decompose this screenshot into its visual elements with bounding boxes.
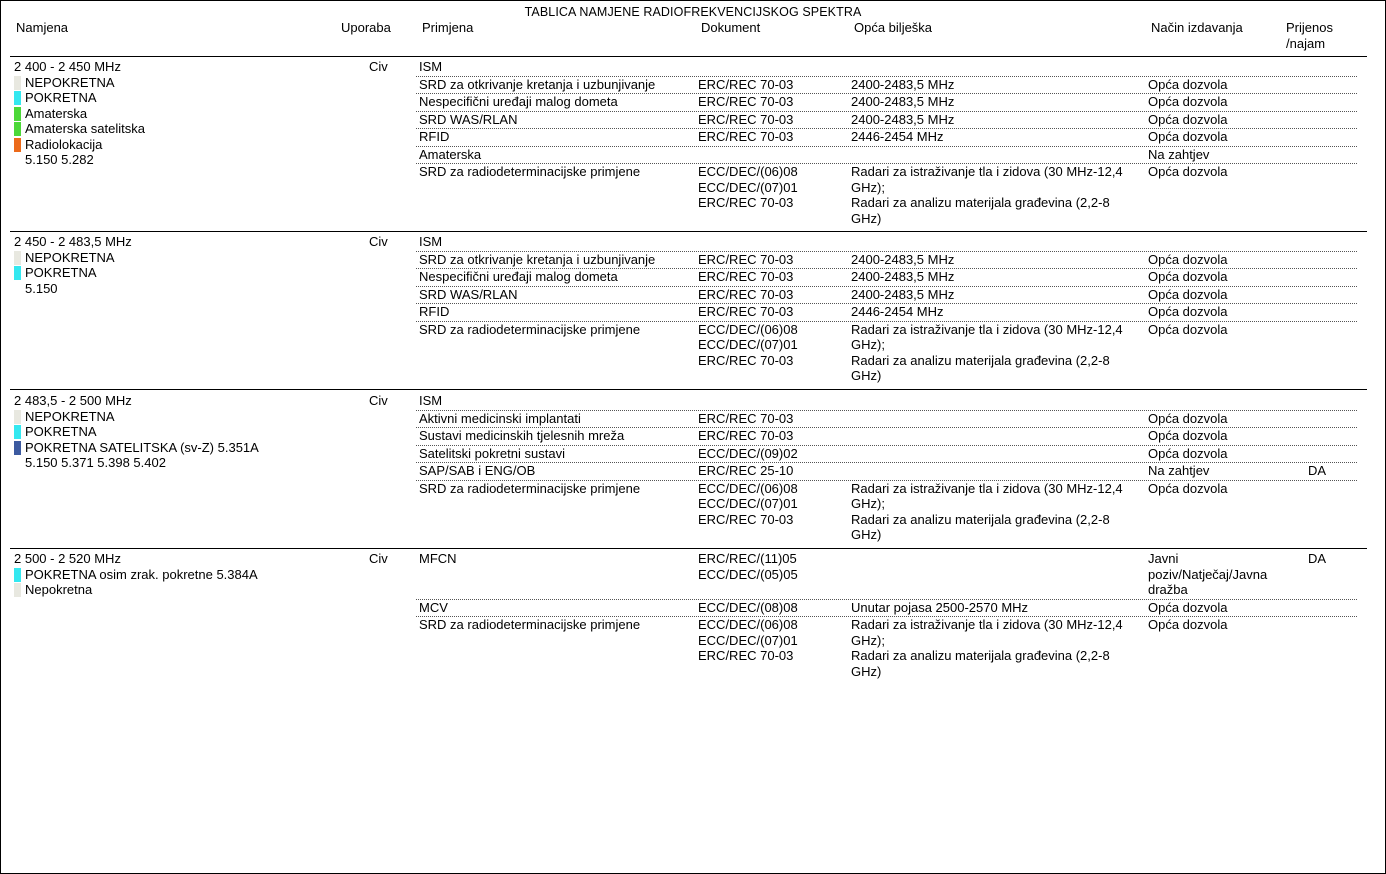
header-divider [10, 56, 1367, 57]
note-line: 2400-2483,5 MHz [851, 251, 955, 267]
service-color-swatch [14, 138, 21, 152]
licensing-method [1148, 112, 1278, 128]
document-ref: ERC/REC 70-03 [698, 129, 794, 144]
general-note [851, 129, 1143, 145]
band-use: Civ [369, 393, 388, 408]
document-ref: ECC/DEC/(06)08 [698, 321, 798, 337]
application-name: RFID [419, 129, 450, 144]
general-note [851, 287, 1143, 303]
note-line: GHz) [851, 527, 882, 542]
general-note [851, 481, 1143, 543]
service-color-swatch [14, 410, 21, 424]
note-line: GHz); [851, 496, 885, 511]
band-frequency: 2 400 - 2 450 MHz [14, 59, 121, 74]
application-name: SAP/SAB i ENG/OB [419, 463, 536, 478]
licensing-line: Opća dozvola [1148, 445, 1228, 461]
service-color-swatch [14, 583, 21, 597]
note-line: 2446-2454 MHz [851, 304, 944, 319]
general-note [851, 252, 1143, 268]
allocation-label: POKRETNA [25, 265, 97, 280]
document-refs [698, 551, 846, 582]
application-name: Nespecifični uređaji malog dometa [419, 94, 618, 109]
application-name: ISM [419, 393, 443, 408]
application-name: SRD WAS/RLAN [419, 286, 518, 302]
table-row [416, 112, 1357, 130]
document-ref: ECC/DEC/(07)01 [698, 179, 798, 195]
table-row [416, 77, 1357, 95]
document-title: TABLICA NAMJENE RADIOFREKVENCIJSKOG SPEKTRA [524, 5, 862, 19]
document-ref: ECC/DEC/(07)01 [698, 337, 798, 352]
note-line: Radari za istraživanje tla i zidova (30 MHz-12,4 [851, 164, 1123, 179]
licensing-method [1148, 269, 1278, 285]
table-row [416, 94, 1357, 112]
band-divider [10, 231, 1367, 232]
licensing-line: Na zahtjev [1148, 463, 1210, 478]
service-color-swatch [14, 107, 21, 121]
note-line: Radari za istraživanje tla i zidova (30 MHz-12,4 [851, 321, 1123, 337]
application-name: Sustavi medicinskih tjelesnih mreža [419, 428, 625, 443]
allocation-label: Radiolokacija [25, 136, 103, 152]
document-refs [698, 252, 846, 268]
general-note [851, 112, 1143, 128]
allocation-label: NEPOKRETNA [25, 74, 115, 90]
note-line: 2446-2454 MHz [851, 129, 944, 144]
note-line: Radari za analizu materijala građevina (2,2-8 [851, 511, 1110, 527]
document-ref: ERC/REC 25-10 [698, 463, 794, 478]
header-dokument: Dokument [701, 20, 761, 35]
document-ref: ERC/REC 70-03 [698, 94, 794, 109]
licensing-line: Opća dozvola [1148, 599, 1228, 615]
general-note [851, 269, 1143, 285]
transfer-lease: DA [1308, 551, 1327, 566]
document-ref: ERC/REC 70-03 [698, 76, 794, 92]
transfer-lease: DA [1308, 463, 1327, 478]
licensing-method [1148, 147, 1278, 163]
band-footnotes: 5.150 5.282 [25, 152, 94, 167]
application-name: Aktivni medicinski implantati [419, 410, 581, 426]
document-refs [698, 617, 846, 664]
service-color-swatch [14, 122, 21, 136]
document-refs [698, 428, 846, 444]
general-note [851, 304, 1143, 320]
table-row [416, 164, 1357, 226]
application-name: Satelitski pokretni sustavi [419, 445, 565, 461]
licensing-method [1148, 77, 1278, 93]
note-line: Radari za analizu materijala građevina (2,2-8 [851, 352, 1110, 368]
document-ref: ERC/REC 70-03 [698, 352, 794, 368]
service-color-swatch [14, 266, 21, 280]
licensing-line: Opća dozvola [1148, 480, 1228, 496]
table-row [416, 463, 1357, 481]
licensing-line: Opća dozvola [1148, 321, 1228, 337]
header-namjena: Namjena [16, 20, 69, 35]
licensing-method [1148, 411, 1278, 427]
table-row [416, 411, 1357, 429]
table-row [416, 481, 1357, 543]
header-biljeska: Opća bilješka [854, 20, 933, 35]
licensing-method [1148, 428, 1278, 444]
document-ref: ERC/REC 70-03 [698, 251, 794, 267]
licensing-method [1148, 446, 1278, 462]
table-row [416, 234, 1357, 252]
licensing-line: Opća dozvola [1148, 269, 1228, 284]
document-refs [698, 94, 846, 110]
application-rows [416, 393, 1357, 543]
licensing-line: Opća dozvola [1148, 428, 1228, 443]
note-line: GHz); [851, 632, 885, 648]
allocation-label: POKRETNA osim zrak. pokretne 5.384A [25, 566, 258, 582]
application-rows [416, 59, 1357, 226]
note-line: Radari za analizu materijala građevina (2,2-8 [851, 195, 1110, 210]
general-note [851, 617, 1143, 679]
allocation-label: POKRETNA [25, 90, 97, 105]
licensing-method [1148, 164, 1278, 180]
document-refs [698, 77, 846, 93]
licensing-method [1148, 617, 1278, 633]
general-note [851, 164, 1143, 226]
note-line: 2400-2483,5 MHz [851, 94, 955, 109]
document-ref: ERC/REC 70-03 [698, 286, 794, 302]
table-row [416, 269, 1357, 287]
document-refs [698, 287, 846, 303]
table-row [416, 428, 1357, 446]
application-rows [416, 234, 1357, 384]
licensing-line: Opća dozvola [1148, 617, 1228, 632]
header-prijenos-najam: Prijenos /najam [1286, 20, 1333, 51]
licensing-line: Opća dozvola [1148, 164, 1228, 179]
licensing-method [1148, 463, 1278, 479]
table-row [416, 304, 1357, 322]
document-refs [698, 481, 846, 528]
band-use: Civ [369, 234, 388, 249]
licensing-line: Na zahtjev [1148, 146, 1210, 162]
document-ref: ERC/REC 70-03 [698, 304, 794, 319]
note-line: Unutar pojasa 2500-2570 MHz [851, 599, 1029, 615]
licensing-method [1148, 481, 1278, 497]
band-footnotes: 5.150 [25, 280, 58, 296]
header-uporaba: Uporaba [341, 20, 391, 35]
note-line: 2400-2483,5 MHz [851, 269, 955, 284]
licensing-line: Opća dozvola [1148, 304, 1228, 319]
document-ref: ECC/DEC/(07)01 [698, 496, 798, 511]
band-divider [10, 389, 1367, 390]
document-ref: ECC/DEC/(09)02 [698, 445, 798, 461]
document-refs [698, 463, 846, 479]
document-refs [698, 446, 846, 462]
licensing-line: Opća dozvola [1148, 129, 1228, 144]
band-use: Civ [369, 59, 388, 74]
band-footnotes: 5.150 5.371 5.398 5.402 [25, 455, 166, 470]
note-line: 2400-2483,5 MHz [851, 286, 955, 302]
general-note [851, 77, 1143, 93]
service-color-swatch [14, 425, 21, 439]
note-line: Radari za istraživanje tla i zidova (30 MHz-12,4 [851, 617, 1123, 632]
table-row [416, 551, 1357, 600]
document-refs [698, 600, 846, 616]
application-name: SRD za otkrivanje kretanja i uzbunjivanje [419, 76, 656, 92]
application-name: SRD za radiodeterminacijske primjene [419, 164, 641, 179]
band-divider [10, 548, 1367, 549]
licensing-method [1148, 94, 1278, 110]
service-color-swatch [14, 441, 21, 455]
note-line: 2400-2483,5 MHz [851, 111, 955, 127]
licensing-line: Opća dozvola [1148, 76, 1228, 92]
table-row [416, 322, 1357, 384]
document-ref: ERC/REC 70-03 [698, 195, 794, 210]
document-refs [698, 164, 846, 211]
allocation-label: NEPOKRETNA [25, 408, 115, 424]
note-line: GHz) [851, 210, 882, 226]
document-ref: ERC/REC 70-03 [698, 410, 794, 426]
application-name: SRD za otkrivanje kretanja i uzbunjivanje [419, 251, 656, 267]
document-refs [698, 304, 846, 320]
band-frequency: 2 450 - 2 483,5 MHz [14, 234, 132, 249]
document-ref: ECC/DEC/(08)08 [698, 599, 798, 615]
service-color-swatch [14, 251, 21, 265]
application-name: SRD za radiodeterminacijske primjene [419, 480, 641, 496]
band-frequency: 2 500 - 2 520 MHz [14, 551, 121, 566]
general-note [851, 322, 1143, 384]
note-line: GHz) [851, 368, 882, 383]
document-ref: ECC/DEC/(06)08 [698, 164, 798, 179]
licensing-method [1148, 252, 1278, 268]
licensing-line: Opća dozvola [1148, 94, 1228, 109]
licensing-line: poziv/Natječaj/Javna [1148, 566, 1268, 582]
document-ref: ECC/DEC/(05)05 [698, 566, 798, 582]
allocation-label: POKRETNA SATELITSKA (sv-Z) 5.351A [25, 439, 259, 455]
document-refs [698, 129, 846, 145]
licensing-method [1148, 600, 1278, 616]
application-name: SRD WAS/RLAN [419, 111, 518, 127]
application-name: MFCN [419, 551, 457, 566]
table-row [416, 287, 1357, 305]
licensing-method [1148, 129, 1278, 145]
allocation-label: Amaterska [25, 105, 88, 121]
service-color-swatch [14, 91, 21, 105]
licensing-line: Opća dozvola [1148, 251, 1228, 267]
licensing-method [1148, 304, 1278, 320]
document-ref: ERC/REC 70-03 [698, 428, 794, 443]
service-color-swatch [14, 76, 21, 90]
note-line: 2400-2483,5 MHz [851, 76, 955, 92]
document-refs [698, 112, 846, 128]
application-name: MCV [419, 599, 448, 615]
application-name: ISM [419, 59, 443, 74]
document-ref: ECC/DEC/(06)08 [698, 617, 798, 632]
band-use: Civ [369, 551, 388, 566]
application-name: ISM [419, 234, 443, 249]
table-row [416, 252, 1357, 270]
allocation-label: POKRETNA [25, 424, 97, 439]
document-refs [698, 269, 846, 285]
licensing-line: Opća dozvola [1148, 111, 1228, 127]
document-ref: ERC/REC/(11)05 [698, 551, 797, 566]
licensing-line: Javni [1148, 551, 1179, 566]
application-name: Nespecifični uređaji malog dometa [419, 269, 618, 284]
application-name: SRD za radiodeterminacijske primjene [419, 617, 641, 632]
document-ref: ERC/REC 70-03 [698, 648, 794, 663]
header-primjena: Primjena [422, 20, 474, 35]
table-row [416, 617, 1357, 679]
note-line: Radari za istraživanje tla i zidova (30 MHz-12,4 [851, 480, 1123, 496]
note-line: GHz); [851, 179, 885, 195]
table-row [416, 129, 1357, 147]
document-ref: ERC/REC 70-03 [698, 511, 794, 527]
licensing-line: Opća dozvola [1148, 286, 1228, 302]
licensing-method [1148, 551, 1278, 598]
application-rows [416, 551, 1357, 679]
licensing-method [1148, 287, 1278, 303]
table-row [416, 446, 1357, 464]
application-name: SRD za radiodeterminacijske primjene [419, 321, 641, 337]
note-line: GHz) [851, 663, 882, 679]
table-row [416, 393, 1357, 411]
document-ref: ECC/DEC/(07)01 [698, 632, 798, 648]
table-row [416, 147, 1357, 165]
note-line: GHz); [851, 337, 885, 352]
allocation-label: NEPOKRETNA [25, 249, 115, 265]
table-row [416, 600, 1357, 618]
note-line: Radari za analizu materijala građevina (2,2-8 [851, 648, 1110, 663]
document-ref: ERC/REC 70-03 [698, 269, 794, 284]
document-refs [698, 411, 846, 427]
document-refs [698, 322, 846, 369]
licensing-line: Opća dozvola [1148, 410, 1228, 426]
band-frequency: 2 483,5 - 2 500 MHz [14, 393, 132, 408]
header-nacin-izdavanja: Način izdavanja [1151, 20, 1243, 35]
allocation-label: Nepokretna [25, 582, 93, 597]
table-row [416, 59, 1357, 77]
application-name: Amaterska [419, 146, 482, 162]
general-note [851, 94, 1143, 110]
licensing-line: dražba [1148, 582, 1188, 597]
general-note [851, 600, 1143, 616]
allocation-label: Amaterska satelitska [25, 121, 145, 136]
licensing-method [1148, 322, 1278, 338]
document-ref: ERC/REC 70-03 [698, 111, 794, 127]
document-ref: ECC/DEC/(06)08 [698, 480, 798, 496]
application-name: RFID [419, 304, 450, 319]
service-color-swatch [14, 568, 21, 582]
